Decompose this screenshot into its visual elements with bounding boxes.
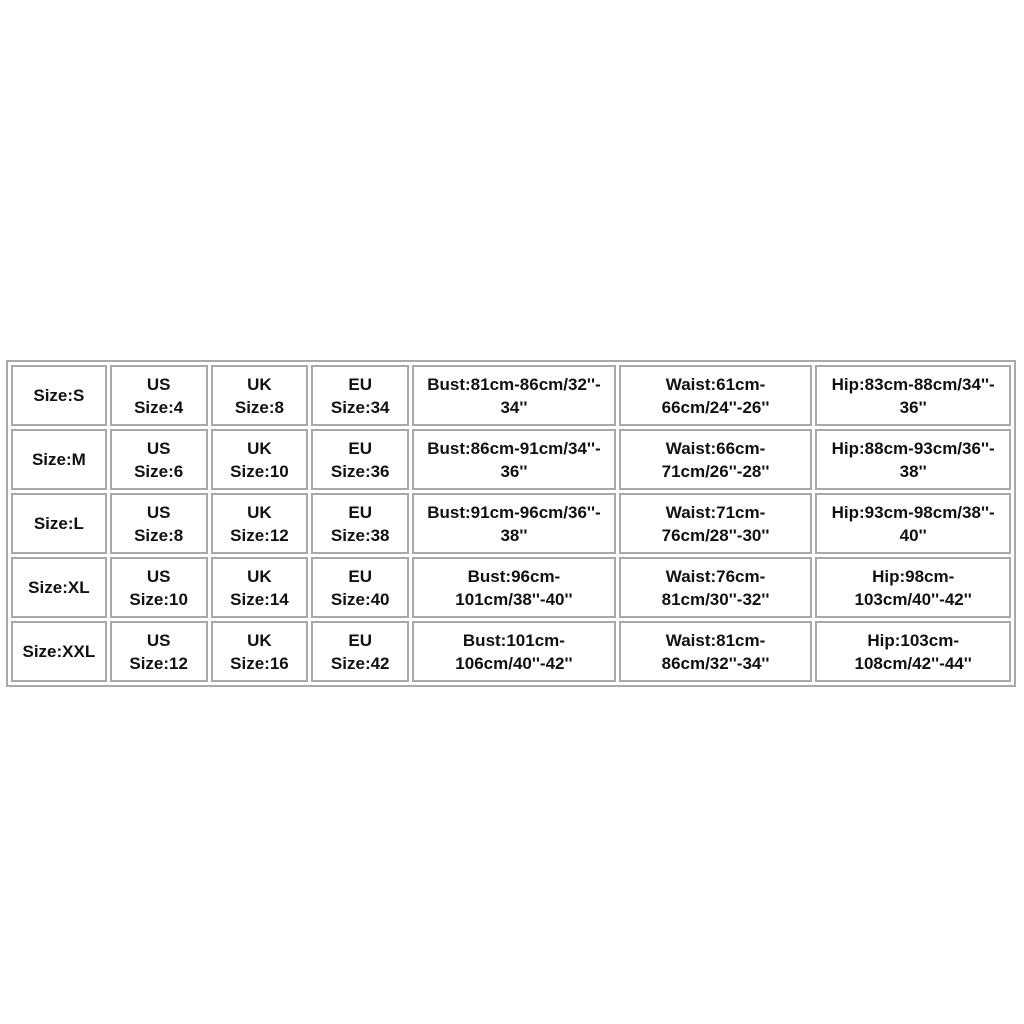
size-row-xl (11, 557, 1011, 618)
eu-size-value: Size:36 (330, 461, 390, 481)
bust-cell (412, 429, 616, 490)
us-size-cell (110, 557, 208, 618)
uk-size-cell (211, 621, 309, 682)
hip-cell (815, 493, 1011, 554)
uk-label: UK (247, 566, 272, 586)
hip-line-1: Hip:83cm-88cm/34''- (831, 374, 995, 394)
us-label: US (146, 438, 171, 458)
bust-cell (412, 557, 616, 618)
bust-line-1: Bust:91cm-96cm/36''- (427, 502, 601, 522)
bust-line-1: Bust:101cm- (462, 630, 565, 650)
us-size-value: Size:4 (134, 397, 184, 417)
uk-size-value: Size:12 (230, 525, 289, 545)
eu-label: EU (348, 438, 373, 458)
eu-label: EU (348, 374, 373, 394)
eu-size-value: Size:38 (330, 525, 390, 545)
waist-line-1: Waist:81cm- (665, 630, 766, 650)
size-label: Size:M (31, 450, 86, 469)
us-label: US (146, 374, 171, 394)
eu-size-cell (311, 557, 409, 618)
waist-line-2: 81cm/30''-32'' (661, 589, 770, 609)
us-label: US (146, 630, 171, 650)
size-label-cell (11, 621, 107, 682)
uk-size-value: Size:8 (234, 397, 284, 417)
waist-line-1: Waist:71cm- (665, 502, 766, 522)
waist-line-2: 86cm/32''-34'' (661, 653, 770, 673)
eu-size-cell (311, 429, 409, 490)
us-size-value: Size:8 (134, 525, 184, 545)
eu-label: EU (348, 630, 373, 650)
eu-size-cell (311, 621, 409, 682)
bust-line-2: 38'' (500, 525, 528, 545)
uk-size-value: Size:14 (230, 589, 289, 609)
hip-line-2: 103cm/40''-42'' (854, 589, 972, 609)
uk-label: UK (247, 502, 272, 522)
hip-line-1: Hip:88cm-93cm/36''- (831, 438, 995, 458)
us-label: US (146, 566, 171, 586)
uk-size-cell (211, 493, 309, 554)
size-chart-table (6, 360, 1016, 687)
size-label-cell (11, 429, 107, 490)
eu-label: EU (348, 566, 373, 586)
bust-line-2: 101cm/38''-40'' (455, 589, 573, 609)
waist-line-2: 66cm/24''-26'' (661, 397, 770, 417)
eu-size-value: Size:40 (330, 589, 390, 609)
hip-cell (815, 429, 1011, 490)
us-size-value: Size:10 (129, 589, 188, 609)
size-label-cell (11, 557, 107, 618)
uk-size-cell (211, 557, 309, 618)
waist-cell (619, 621, 813, 682)
size-label: Size:XL (28, 578, 90, 597)
us-size-cell (110, 365, 208, 426)
size-label: Size:S (33, 386, 85, 405)
size-label: Size:L (33, 514, 84, 533)
hip-cell (815, 365, 1011, 426)
bust-cell (412, 621, 616, 682)
waist-line-2: 76cm/28''-30'' (661, 525, 770, 545)
eu-label: EU (348, 502, 373, 522)
uk-size-value: Size:10 (230, 461, 289, 481)
bust-line-2: 36'' (500, 461, 528, 481)
eu-size-cell (311, 493, 409, 554)
hip-line-2: 38'' (899, 461, 927, 481)
waist-line-1: Waist:61cm- (665, 374, 766, 394)
us-size-cell (110, 621, 208, 682)
us-size-cell (110, 429, 208, 490)
uk-label: UK (247, 630, 272, 650)
size-label: Size:XXL (22, 642, 96, 661)
bust-cell (412, 365, 616, 426)
uk-size-value: Size:16 (230, 653, 289, 673)
hip-line-2: 40'' (899, 525, 927, 545)
hip-line-1: Hip:93cm-98cm/38''- (831, 502, 995, 522)
bust-line-1: Bust:96cm- (467, 566, 561, 586)
uk-label: UK (247, 438, 272, 458)
bust-line-1: Bust:81cm-86cm/32''- (427, 374, 601, 394)
us-size-value: Size:12 (129, 653, 188, 673)
waist-cell (619, 557, 813, 618)
uk-label: UK (247, 374, 272, 394)
hip-line-1: Hip:98cm- (872, 566, 955, 586)
waist-cell (619, 365, 813, 426)
eu-size-value: Size:34 (330, 397, 390, 417)
uk-size-cell (211, 429, 309, 490)
size-row-xxl (11, 621, 1011, 682)
hip-cell (815, 621, 1011, 682)
waist-cell (619, 429, 813, 490)
eu-size-value: Size:42 (330, 653, 390, 673)
eu-size-cell (311, 365, 409, 426)
bust-line-2: 34'' (500, 397, 528, 417)
us-label: US (146, 502, 171, 522)
waist-line-1: Waist:76cm- (665, 566, 766, 586)
hip-line-1: Hip:103cm- (867, 630, 959, 650)
waist-line-2: 71cm/26''-28'' (661, 461, 770, 481)
hip-line-2: 36'' (899, 397, 927, 417)
bust-line-2: 106cm/40''-42'' (455, 653, 573, 673)
bust-line-1: Bust:86cm-91cm/34''- (427, 438, 601, 458)
size-label-cell (11, 493, 107, 554)
hip-line-2: 108cm/42''-44'' (854, 653, 972, 673)
us-size-cell (110, 493, 208, 554)
hip-cell (815, 557, 1011, 618)
size-row-s (11, 365, 1011, 426)
bust-cell (412, 493, 616, 554)
size-label-cell (11, 365, 107, 426)
waist-cell (619, 493, 813, 554)
uk-size-cell (211, 365, 309, 426)
waist-line-1: Waist:66cm- (665, 438, 766, 458)
size-row-l (11, 493, 1011, 554)
size-row-m (11, 429, 1011, 490)
us-size-value: Size:6 (134, 461, 184, 481)
